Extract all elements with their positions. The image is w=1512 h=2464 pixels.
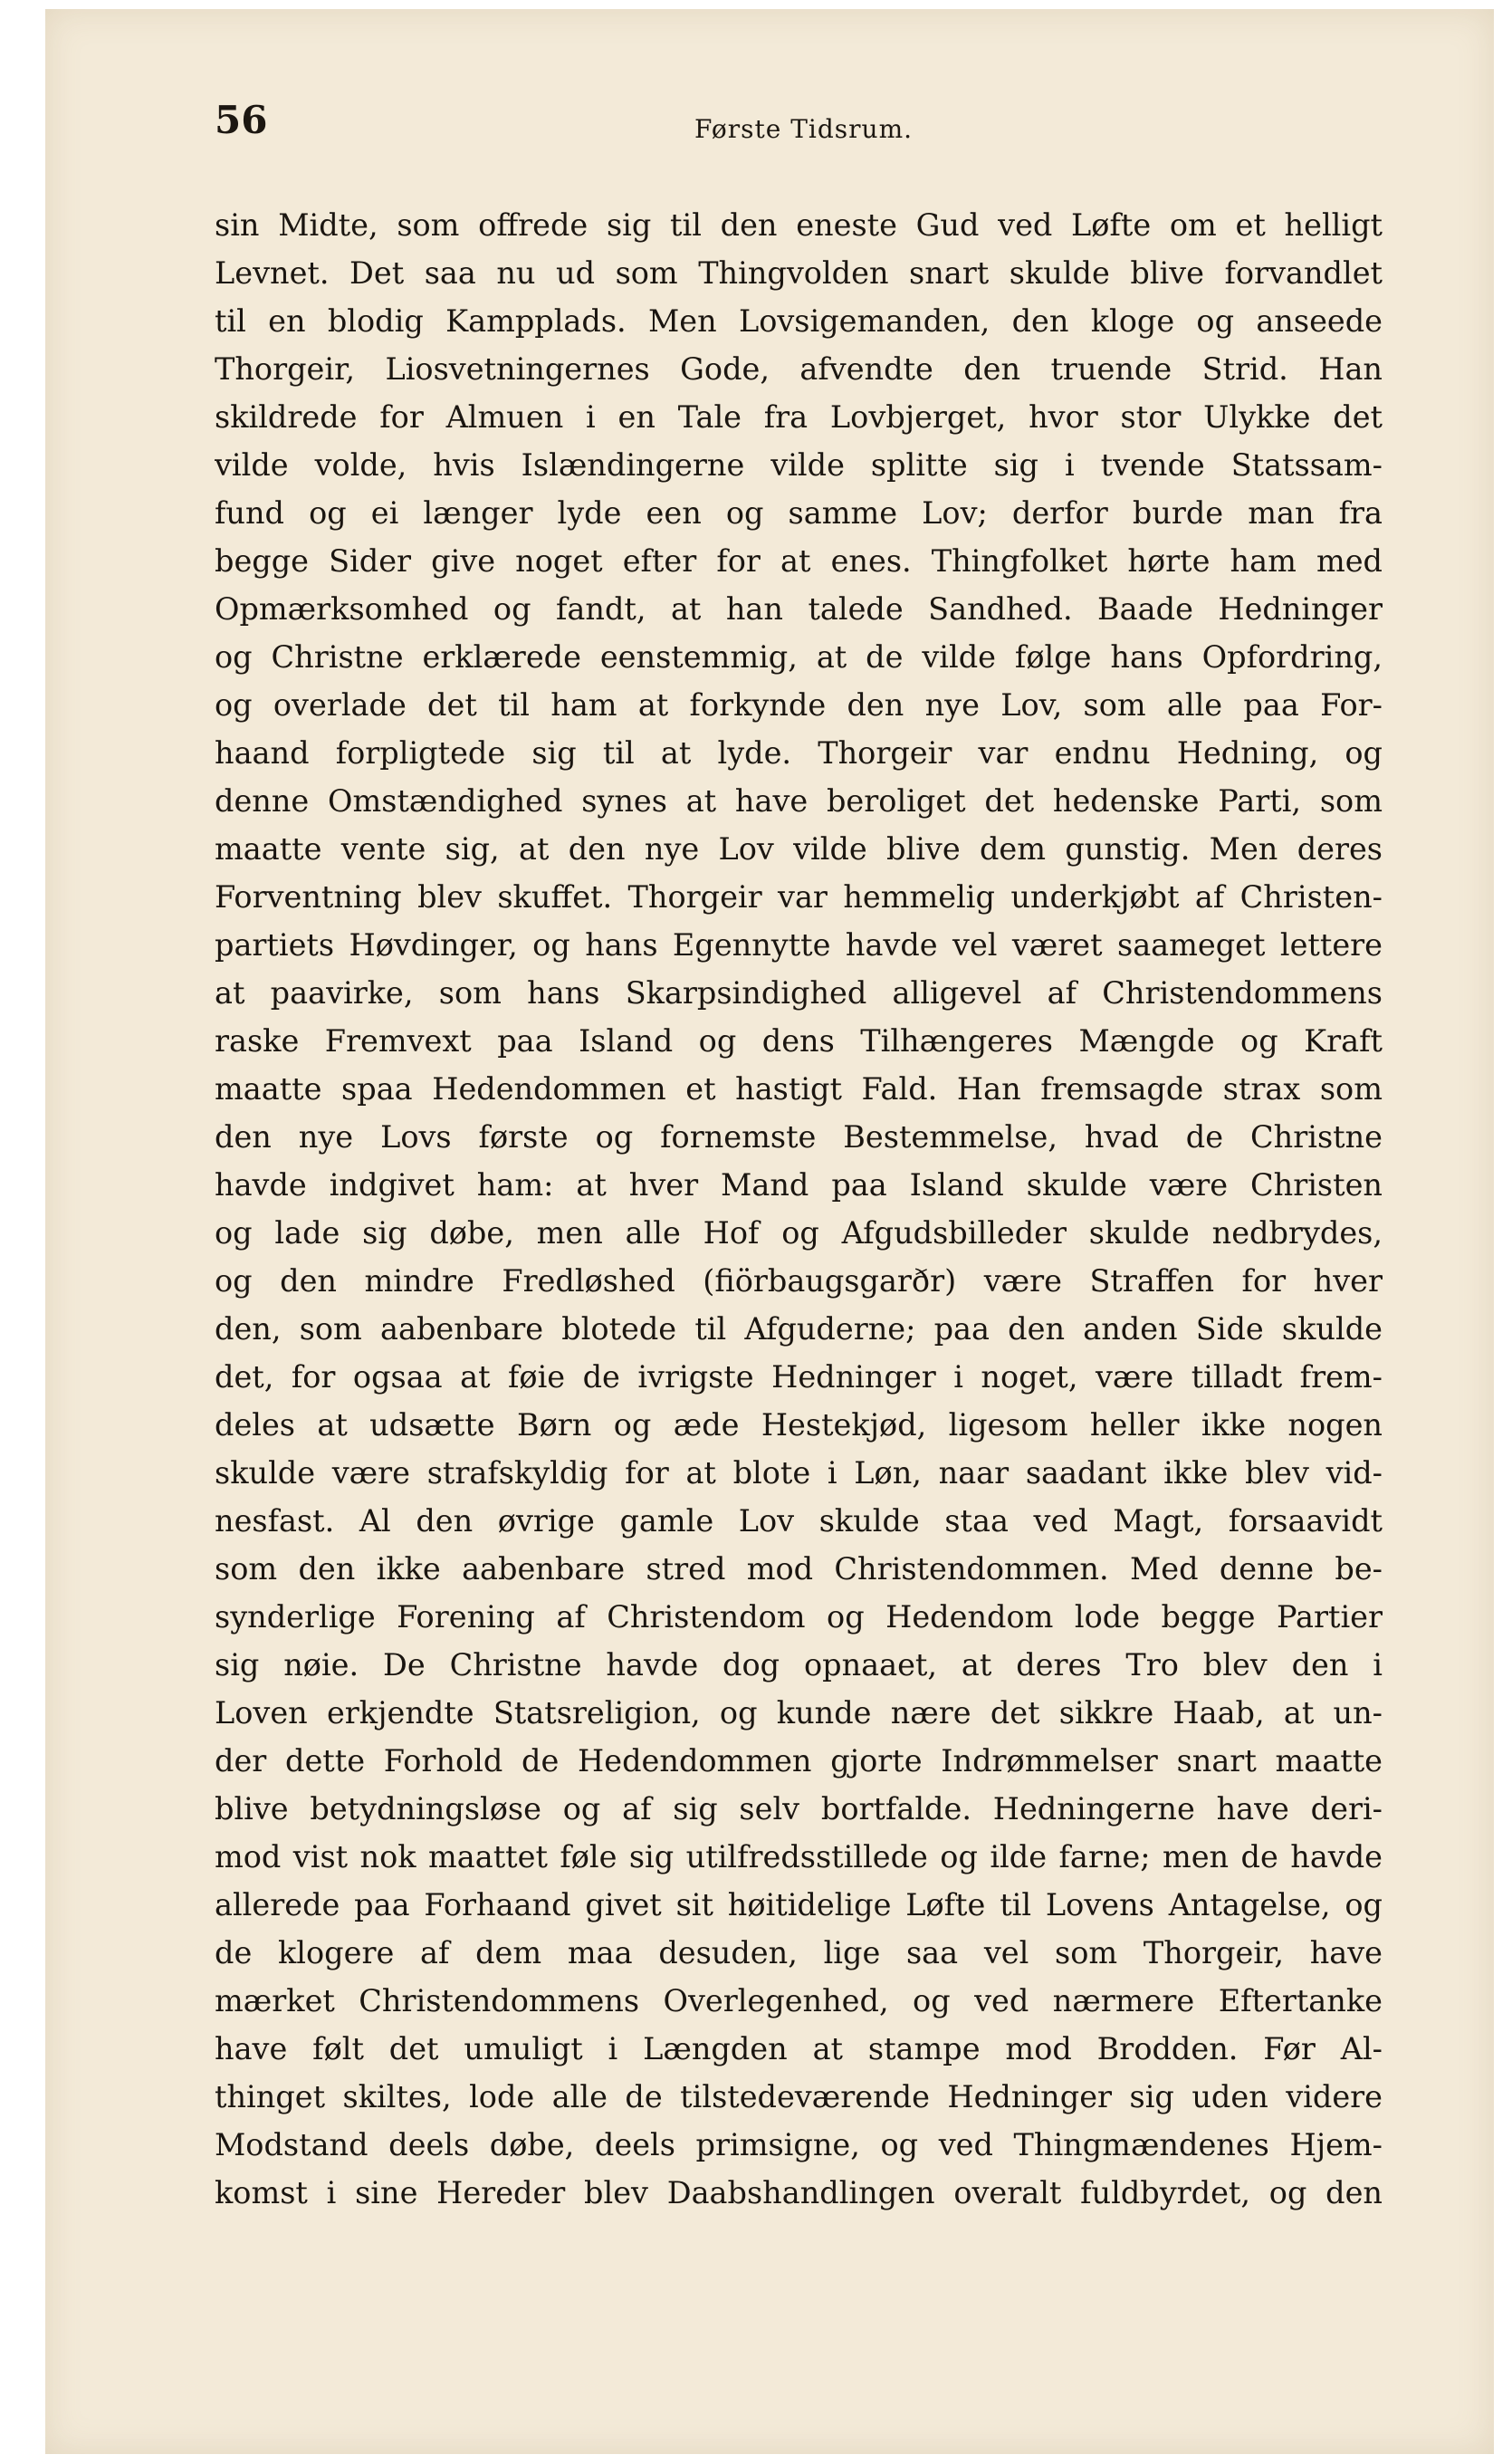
text-line: synderlige Forening af Christendom og Hedendom lode begge Partier [215,1599,1383,1635]
text-line: fund og ei længer lyde een og samme Lov; derfor burde man fra [215,495,1383,531]
text-line: til en blodig Kampplads. Men Lovsigemanden, den kloge og anseede [215,303,1383,339]
text-line: Loven erkjendte Statsreligion, og kunde nære det sikkre Haab, at un- [215,1695,1383,1731]
running-head: Første Tidsrum. [694,114,914,144]
text-line: at paavirke, som hans Skarpsindighed alligevel af Christendommens [215,975,1383,1011]
body-text [215,201,1383,2217]
text-line: det, for ogsaa at føie de ivrigste Hedninger i noget, være tilladt frem- [215,1359,1383,1395]
text-line: Thorgeir, Liosvetningernes Gode, afvendte den truende Strid. Han [215,351,1383,387]
text-line: denne Omstændighed synes at have beroliget det hedenske Parti, som [215,783,1383,819]
text-line: havde indgivet ham: at hver Mand paa Island skulde være Christen [215,1167,1383,1203]
text-line: raske Fremvext paa Island og dens Tilhængeres Mængde og Kraft [215,1023,1383,1059]
text-line: Modstand deels døbe, deels primsigne, og ved Thingmændenes Hjem- [215,2127,1383,2162]
text-line: sig nøie. De Christne havde dog opnaaet, at deres Tro blev den i [215,1647,1383,1683]
text-line: haand forpligtede sig til at lyde. Thorgeir var endnu Hedning, og [215,735,1383,771]
text-line: partiets Høvdinger, og hans Egennytte havde vel været saameget lettere [215,927,1383,963]
text-line: og Christne erklærede eenstemmig, at de vilde følge hans Opfordring, [215,639,1383,675]
text-line: mærket Christendommens Overlegenhed, og ved nærmere Eftertanke [215,1983,1383,2018]
text-line: den, som aabenbare blotede til Afguderne; paa den anden Side skulde [215,1311,1383,1347]
text-line: og den mindre Fredløshed (fiörbaugsgarðr) være Straffen for hver [215,1263,1383,1299]
text-line: og overlade det til ham at forkynde den nye Lov, som alle paa For- [215,687,1383,723]
text-line: de klogere af dem maa desuden, lige saa vel som Thorgeir, have [215,1935,1383,1970]
text-line: skulde være strafskyldig for at blote i Løn, naar saadant ikke blev vid- [215,1455,1383,1491]
page-number: 56 [215,98,268,142]
text-line: den nye Lovs første og fornemste Bestemmelse, hvad de Christne [215,1119,1383,1155]
text-line: Levnet. Det saa nu ud som Thingvolden snart skulde blive forvandlet [215,255,1383,291]
text-line: skildrede for Almuen i en Tale fra Lovbjerget, hvor stor Ulykke det [215,399,1383,435]
text-line: sin Midte, som offrede sig til den eneste Gud ved Løfte om et helligt [215,207,1383,243]
text-line: der dette Forhold de Hedendommen gjorte Indrømmelser snart maatte [215,1743,1383,1778]
text-line: blive betydningsløse og af sig selv bortfalde. Hedningerne have deri- [215,1791,1383,1826]
text-line: nesfast. Al den øvrige gamle Lov skulde staa ved Magt, forsaavidt [215,1503,1383,1539]
text-line: begge Sider give noget efter for at enes. Thingfolket hørte ham med [215,543,1383,579]
text-line: maatte spaa Hedendommen et hastigt Fald. Han fremsagde strax som [215,1071,1383,1107]
text-line: og lade sig døbe, men alle Hof og Afgudsbilleder skulde nedbrydes, [215,1215,1383,1251]
text-line: Opmærksomhed og fandt, at han talede Sandhed. Baade Hedninger [215,591,1383,627]
text-line: thinget skiltes, lode alle de tilstedeværende Hedninger sig uden videre [215,2079,1383,2114]
page-header [215,98,1383,152]
text-line: mod vist nok maattet føle sig utilfredsstillede og ilde farne; men de havde [215,1839,1383,1874]
text-line: allerede paa Forhaand givet sit høitidelige Løfte til Lovens Antagelse, og [215,1887,1383,1922]
text-line: maatte vente sig, at den nye Lov vilde blive dem gunstig. Men deres [215,831,1383,867]
text-line: deles at udsætte Børn og æde Hestekjød, ligesom heller ikke nogen [215,1407,1383,1443]
text-line: som den ikke aabenbare stred mod Christendommen. Med denne be- [215,1551,1383,1587]
text-line: Forventning blev skuffet. Thorgeir var hemmelig underkjøbt af Christen- [215,879,1383,915]
text-line: vilde volde, hvis Islændingerne vilde splitte sig i tvende Statssam- [215,447,1383,483]
text-line: have følt det umuligt i Længden at stampe mod Brodden. Før Al- [215,2031,1383,2066]
text-line: komst i sine Hereder blev Daabshandlingen overalt fuldbyrdet, og den [215,2175,1383,2210]
